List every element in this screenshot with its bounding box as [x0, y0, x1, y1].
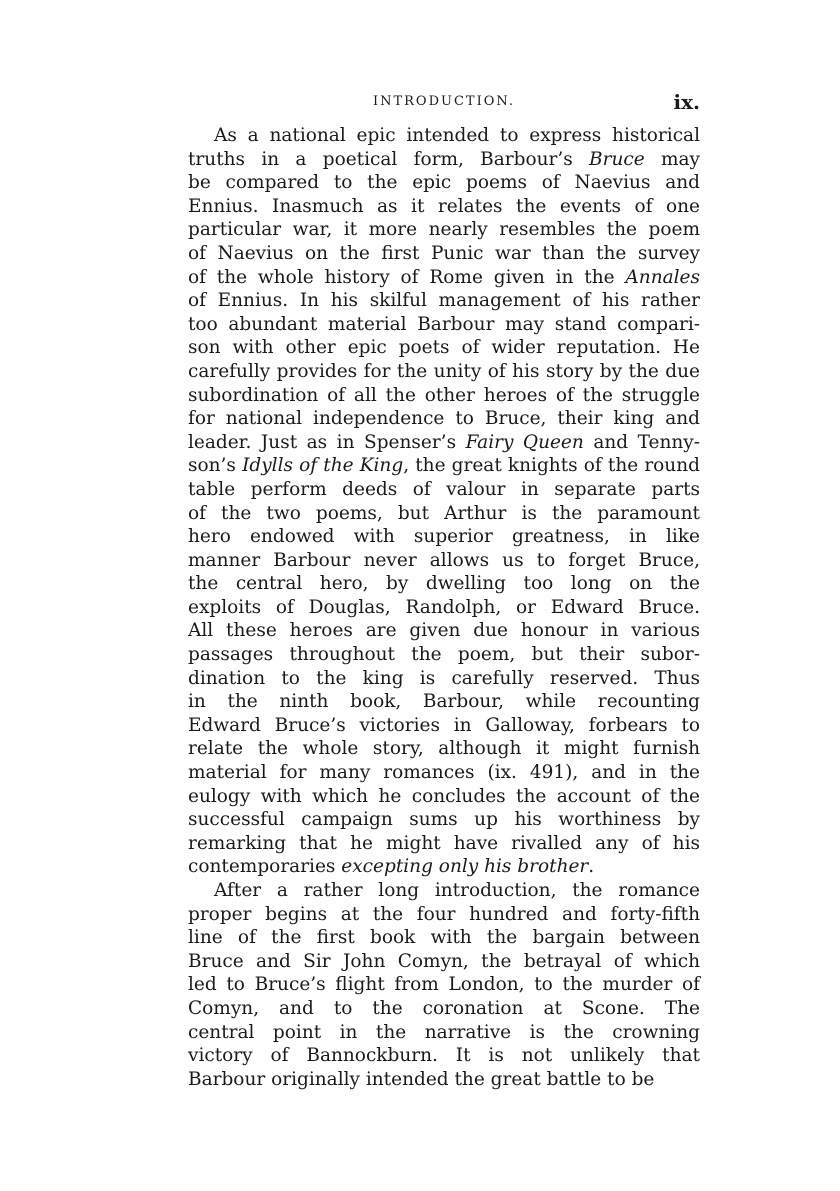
text-line: remarking that he might have rivalled any of his	[188, 832, 700, 854]
text-line: As a national epic intended to express historical	[214, 125, 700, 146]
body-text	[188, 124, 700, 1091]
running-head: INTRODUCTION.	[372, 94, 516, 109]
text-line: of the two poems, but Arthur is the paramount	[188, 502, 700, 524]
text-line: particular war, it more nearly resembles the poem	[188, 219, 700, 241]
text-line: carefully provides for the unity of his story by the due	[188, 360, 700, 382]
text-line: exploits of Douglas, Randolph, or Edward Bruce.	[188, 596, 700, 618]
text-line: Bruce and Sir John Comyn, the betrayal of which	[188, 950, 700, 972]
text-line: of Ennius. In his skilful management of his rather	[188, 290, 700, 312]
text-line: of Naevius on the first Punic war than the survey	[188, 242, 700, 264]
text-line: eulogy with which he concludes the account of the	[188, 785, 700, 807]
text-line: central point in the narrative is the crowning	[188, 1021, 700, 1043]
paragraph-1	[188, 124, 700, 879]
text-line: in the ninth book, Barbour, while recounting	[188, 691, 700, 713]
paragraph-2	[188, 879, 700, 1091]
text-line: subordination of all the other heroes of the struggle	[188, 384, 700, 406]
text-line: proper begins at the four hundred and forty-fifth	[188, 903, 700, 925]
text-line: victory of Bannockburn. It is not unlikely that	[188, 1045, 700, 1067]
text-line: Barbour originally intended the great battle to be	[188, 1068, 655, 1090]
text-line: son with other epic poets of wider reputation. He	[188, 337, 700, 359]
text-line: dination to the king is carefully reserved. Thus	[188, 667, 700, 689]
text-line: hero endowed with superior greatness, in like	[188, 526, 700, 548]
text-line: line of the first book with the bargain between	[188, 927, 700, 949]
text-line: table perform deeds of valour in separate parts	[188, 478, 700, 500]
text-line: All these heroes are given due honour in various	[188, 620, 700, 642]
text-line: successful campaign sums up his worthiness by	[188, 809, 700, 831]
text-line: of the whole history of Rome given in the Annales	[188, 266, 700, 288]
text-line: too abundant material Barbour may stand compari-	[188, 313, 700, 335]
text-line: relate the whole story, although it might furnish	[188, 738, 700, 760]
page-number: ix.	[673, 90, 700, 114]
text-line: After a rather long introduction, the romance	[214, 880, 700, 901]
text-line: contemporaries excepting only his brother.	[188, 856, 595, 878]
text-line: truths in a poetical form, Barbour’s Bruce may	[188, 148, 700, 170]
page-header	[188, 90, 700, 114]
text-line: son’s Idylls of the King, the great knights of the round	[188, 455, 700, 477]
text-line: led to Bruce’s flight from London, to the murder of	[188, 974, 700, 996]
text-line: passages throughout the poem, but their subor-	[188, 644, 700, 666]
text-line: Comyn, and to the coronation at Scone. The	[188, 997, 700, 1019]
text-line: for national independence to Bruce, their king and	[188, 408, 700, 430]
text-line: material for many romances (ix. 491), and in the	[188, 762, 700, 784]
text-line: manner Barbour never allows us to forget Bruce,	[188, 549, 700, 571]
text-line: Edward Bruce’s victories in Galloway, forbears to	[188, 714, 700, 736]
text-line: Ennius. Inasmuch as it relates the events of one	[188, 195, 700, 217]
text-line: leader. Just as in Spenser’s Fairy Queen and Tenny-	[188, 431, 700, 453]
text-line: the central hero, by dwelling too long on the	[188, 573, 700, 595]
text-line: be compared to the epic poems of Naevius and	[188, 172, 700, 194]
